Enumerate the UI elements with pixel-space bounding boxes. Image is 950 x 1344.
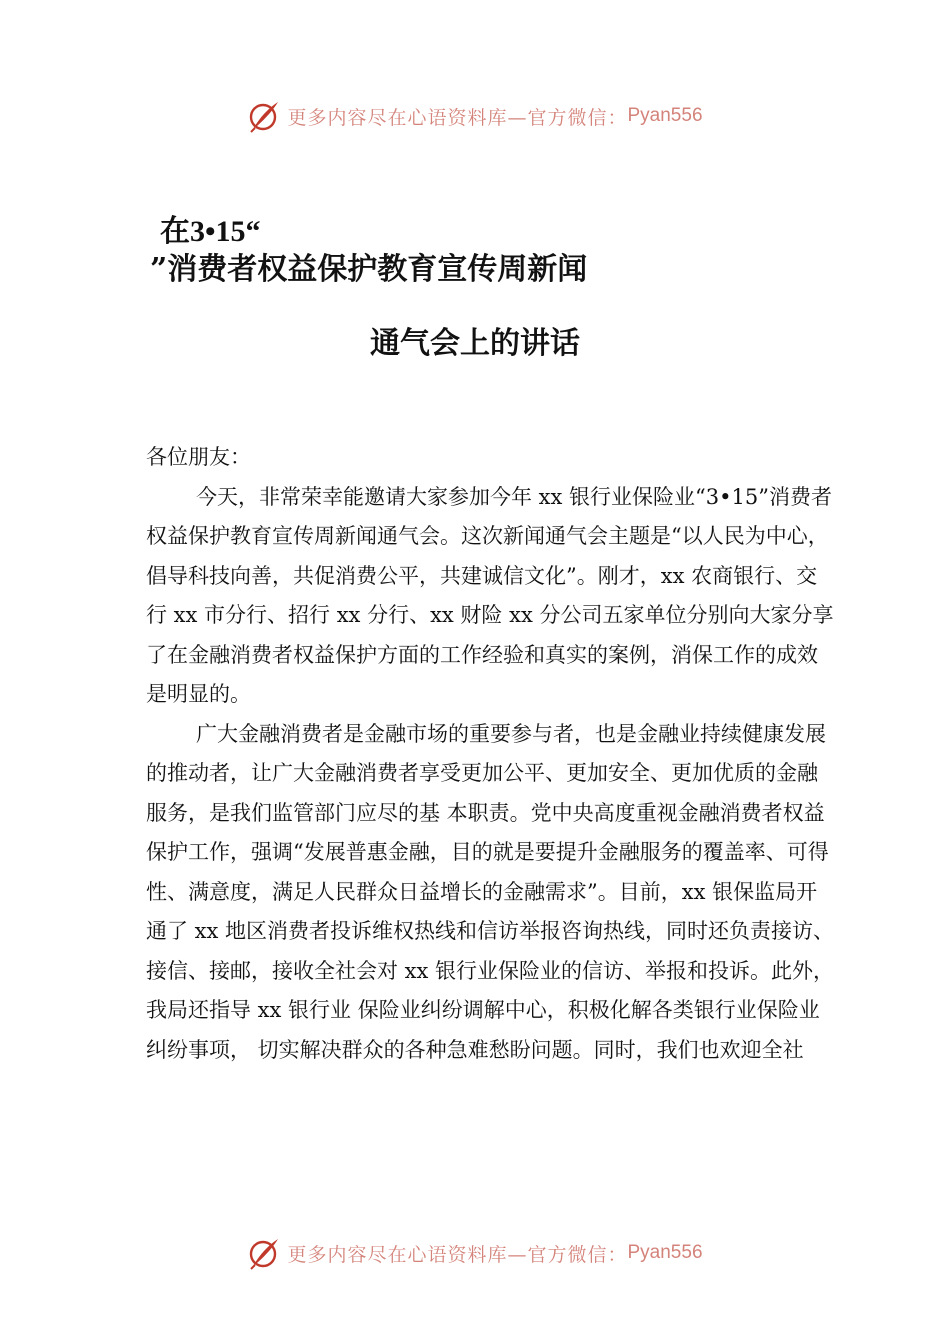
title-line-1: ”消费者权益保护教育宣传周新闻 (150, 252, 588, 287)
title-line-2: 通气会上的讲话 (370, 326, 580, 361)
banner-text: 更多内容尽在心语资料库—官方微信： (287, 106, 628, 129)
banner-text: 更多内容尽在心语资料库—官方微信： (287, 1243, 628, 1266)
paragraph-2: 广大金融消费者是金融市场的重要参与者，也是金融业持续健康发展的推动者，让广大金融消费者享受更加公平、更加安全、更加优质的金融服务，是我们监管部门应尽的基 本职责。党中央高度重视金融消费者权益保护工作，强调“发展普惠金融，目的就是要提升金融服务的覆盖率、可得性、满意度，满足人民群众日益增长的金融需求”。目前，xx 银保监局开通了 xx 地区消费者投诉维权热线和信访举报咨询热线，同时还负责接访、接信、接邮，接收全社会对 xx 银行业保险业的信访、举报和投诉。此外，我局还指导 xx 银行业 保险业纠纷调解中心，积极化解各类银行业保险业纠纷事项， 切实解决群众的各种急难愁盼问题。同时，我们也欢迎全社 (146, 721, 835, 1062)
document-body (146, 438, 836, 1070)
banner-wechat-id: Pyan556 (627, 105, 703, 126)
salutation: 各位朋友： (146, 445, 251, 469)
paragraph-1: 今天，非常荣幸能邀请大家参加今年 xx 银行业保险业“3•15”消费者权益保护教育宣传周新闻通气会。这次新闻通气会主题是“以人民为中心，倡导科技向善，共促消费公平，共建诚信文化”。刚才，xx 农商银行、交行 xx 市分行、招行 xx 分行、xx 财险 xx 分公司五家单位分别向大家分享了在金融消费者权益保护方面的工作经验和真实的案例，消保工作的成效是明显的。 (146, 484, 834, 706)
title-fragment: 在3•15“ (160, 215, 261, 248)
quill-pen-logo-icon (247, 99, 281, 133)
footer-banner (0, 1233, 950, 1273)
quill-pen-logo-icon (247, 1236, 281, 1270)
banner-wechat-id: Pyan556 (627, 1242, 703, 1263)
header-banner (0, 96, 950, 136)
